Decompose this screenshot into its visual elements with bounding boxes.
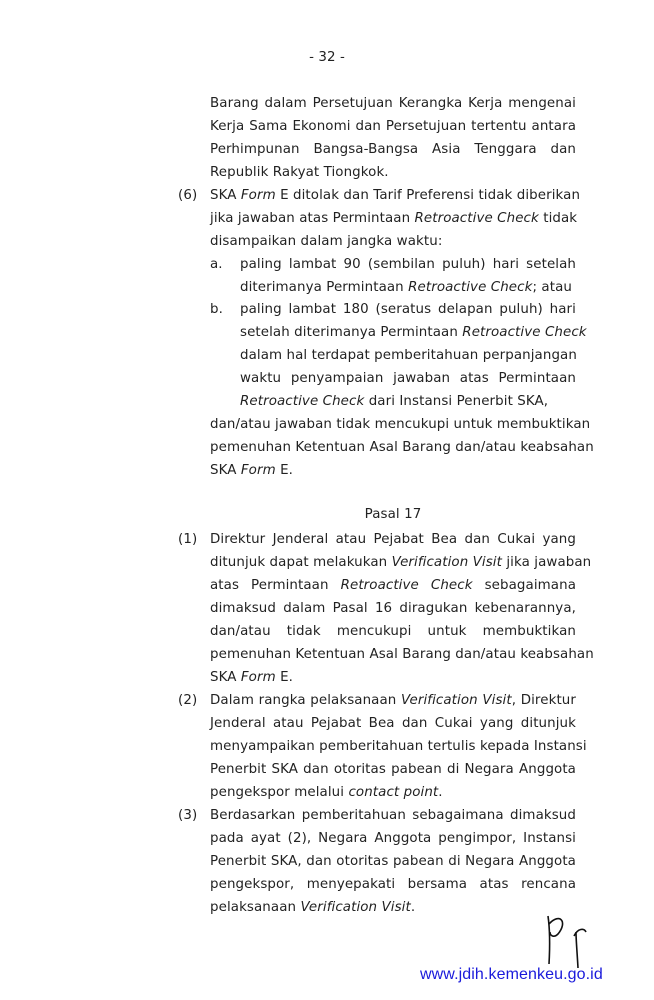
paragraph-line: Penerbit SKA dan otoritas pabean di Negara Anggota bbox=[210, 762, 576, 777]
paragraph-line: atas Permintaan Retroactive Check sebagaimana bbox=[210, 578, 576, 593]
sub-label-b: b. bbox=[210, 302, 223, 317]
paragraph-line: dan/atau jawaban tidak mencukupi untuk membuktikan bbox=[210, 417, 591, 432]
paragraph-line: Dalam rangka pelaksanaan Verification Visit, Direktur bbox=[210, 693, 576, 708]
paragraph-line: SKA Form E ditolak dan Tarif Preferensi tidak diberikan bbox=[210, 188, 581, 203]
item-label-1: (1) bbox=[178, 532, 198, 547]
paragraph-line: disampaikan dalam jangka waktu: bbox=[210, 234, 443, 249]
paragraph-line: dan/atau tidak mencukupi untuk membuktikan bbox=[210, 624, 576, 639]
paragraph-line: menyampaikan pemberitahuan tertulis kepada Instansi bbox=[210, 739, 587, 754]
footer-url-link[interactable]: www.jdih.kemenkeu.go.id bbox=[420, 966, 603, 983]
paragraph-line: diterimanya Permintaan Retroactive Check; atau bbox=[240, 280, 572, 295]
paragraph-line: jika jawaban atas Permintaan Retroactive Check tidak bbox=[210, 211, 578, 226]
paragraph-line: Berdasarkan pemberitahuan sebagaimana dimaksud bbox=[210, 808, 576, 823]
paragraph-line: Direktur Jenderal atau Pejabat Bea dan Cukai yang bbox=[210, 532, 576, 547]
paragraph-line: pada ayat (2), Negara Anggota pengimpor, Instansi bbox=[210, 831, 576, 846]
handwritten-initials bbox=[540, 910, 600, 970]
paragraph-line: ditunjuk dapat melakukan Verification Visit jika jawaban bbox=[210, 555, 592, 570]
page-number: - 32 - bbox=[309, 50, 345, 65]
paragraph-line: setelah diterimanya Permintaan Retroactive Check bbox=[240, 325, 587, 340]
paragraph-line: pelaksanaan Verification Visit. bbox=[210, 900, 416, 915]
paragraph-line: Jenderal atau Pejabat Bea dan Cukai yang ditunjuk bbox=[210, 716, 576, 731]
sub-label-a: a. bbox=[210, 257, 223, 272]
paragraph-line: dimaksud dalam Pasal 16 diragukan kebenarannya, bbox=[210, 601, 576, 616]
paragraph-line: waktu penyampaian jawaban atas Permintaan bbox=[240, 371, 576, 386]
item-label-2: (2) bbox=[178, 693, 198, 708]
paragraph-line: Perhimpunan Bangsa-Bangsa Asia Tenggara dan bbox=[210, 142, 576, 157]
paragraph-line: Republik Rakyat Tiongkok. bbox=[210, 165, 389, 180]
paragraph-line: pengekspor melalui contact point. bbox=[210, 785, 443, 800]
paragraph-line: Barang dalam Persetujuan Kerangka Kerja mengenai bbox=[210, 96, 576, 111]
paragraph-line: SKA Form E. bbox=[210, 463, 294, 478]
paragraph-line: SKA Form E. bbox=[210, 670, 294, 685]
item-label-3: (3) bbox=[178, 808, 198, 823]
paragraph-line: paling lambat 90 (sembilan puluh) hari setelah bbox=[240, 257, 576, 272]
paragraph-line: dalam hal terdapat pemberitahuan perpanjangan bbox=[240, 348, 577, 363]
paragraph-line: Kerja Sama Ekonomi dan Persetujuan tertentu antara bbox=[210, 119, 576, 134]
paragraph-line: paling lambat 180 (seratus delapan puluh) hari bbox=[240, 302, 576, 317]
paragraph-line: Penerbit SKA, dan otoritas pabean di Negara Anggota bbox=[210, 854, 576, 869]
paragraph-line: Retroactive Check dari Instansi Penerbit SKA, bbox=[240, 394, 549, 409]
section-title: Pasal 17 bbox=[364, 507, 422, 522]
paragraph-line: pemenuhan Ketentuan Asal Barang dan/atau keabsahan bbox=[210, 647, 594, 662]
paragraph-line: pemenuhan Ketentuan Asal Barang dan/atau keabsahan bbox=[210, 440, 594, 455]
paragraph-line: pengekspor, menyepakati bersama atas rencana bbox=[210, 877, 576, 892]
item-label-6: (6) bbox=[178, 188, 198, 203]
